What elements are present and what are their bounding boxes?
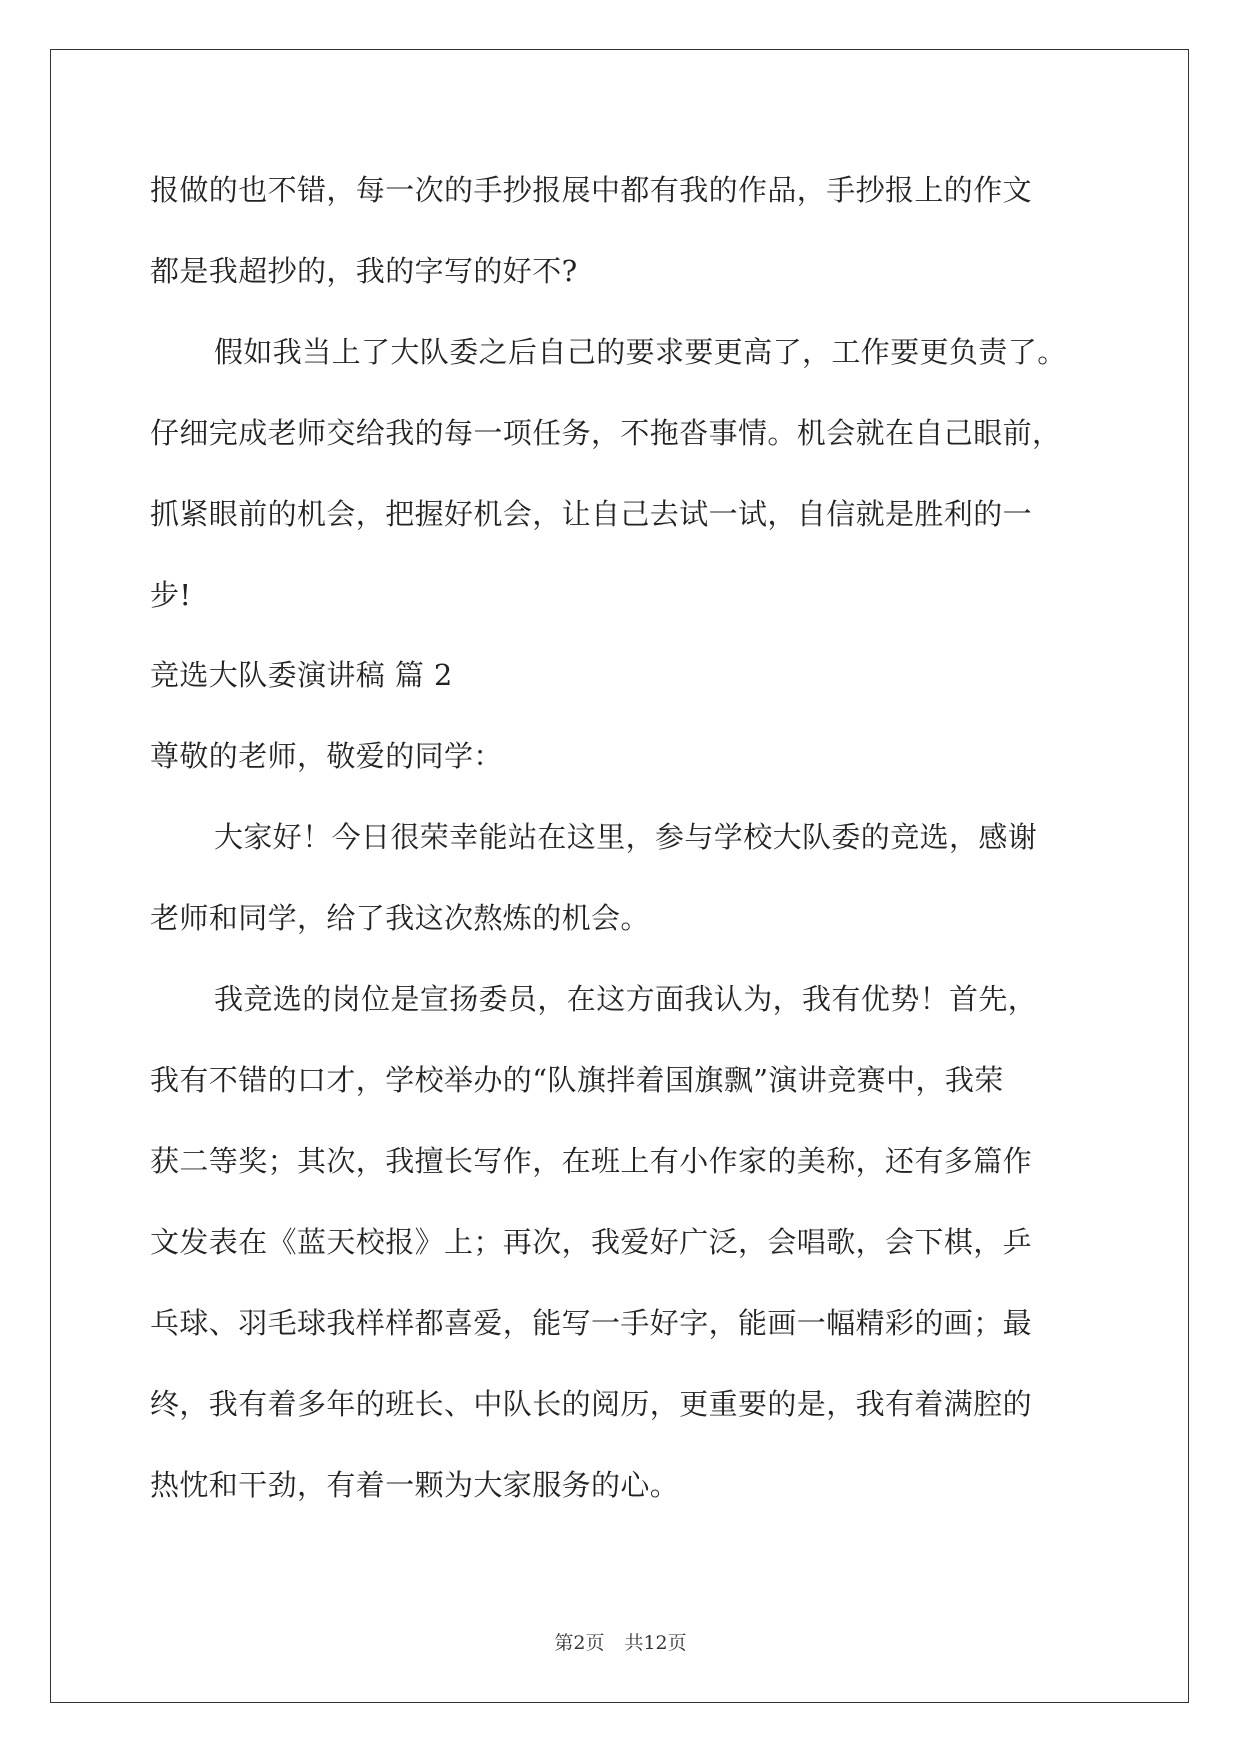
text-line: 报做的也不错，每一次的手抄报展中都有我的作品，手抄报上的作文 — [150, 173, 1033, 207]
text-line: 步! — [150, 578, 192, 612]
section-heading: 竞选大队委演讲稿 篇 2 — [150, 658, 453, 692]
text-line: 文发表在《蓝天校报》上；再次，我爱好广泛，会唱歌，会下棋，乒 — [150, 1225, 1033, 1259]
paragraph-start-line: 大家好！今日很荣幸能站在这里，参与学校大队委的竞选，感谢 — [214, 820, 1038, 854]
text-line: 仔细完成老师交给我的每一项任务，不拖沓事情。机会就在自己眼前， — [150, 416, 1062, 450]
text-line: 抓紧眼前的机会，把握好机会，让自己去试一试，自信就是胜利的一 — [150, 497, 1033, 531]
text-line: 都是我超抄的，我的字写的好不? — [150, 254, 578, 288]
paragraph-start-line: 假如我当上了大队委之后自己的要求要更高了，工作要更负责了。 — [214, 335, 1067, 369]
text-line: 获二等奖；其次，我擅长写作，在班上有小作家的美称，还有多篇作 — [150, 1144, 1033, 1178]
page-number: 第2页 — [554, 1632, 605, 1654]
text-line: 我有不错的口才，学校举办的“队旗拌着国旗飘”演讲竞赛中，我荣 — [150, 1063, 1004, 1097]
text-line: 乓球、羽毛球我样样都喜爱，能写一手好字，能画一幅精彩的画；最 — [150, 1306, 1033, 1340]
text-line: 热忱和干劲，有着一颗为大家服务的心。 — [150, 1468, 680, 1502]
page-border — [50, 49, 1189, 1703]
page-footer — [0, 1628, 1241, 1655]
text-line: 老师和同学，给了我这次熬炼的机会。 — [150, 901, 650, 935]
page-total: 共12页 — [624, 1632, 687, 1654]
paragraph-start-line: 我竞选的岗位是宣扬委员，在这方面我认为，我有优势！首先， — [214, 982, 1038, 1016]
text-line: 终，我有着多年的班长、中队长的阅历，更重要的是，我有着满腔的 — [150, 1387, 1033, 1421]
salutation-line: 尊敬的老师，敬爱的同学： — [150, 739, 503, 773]
